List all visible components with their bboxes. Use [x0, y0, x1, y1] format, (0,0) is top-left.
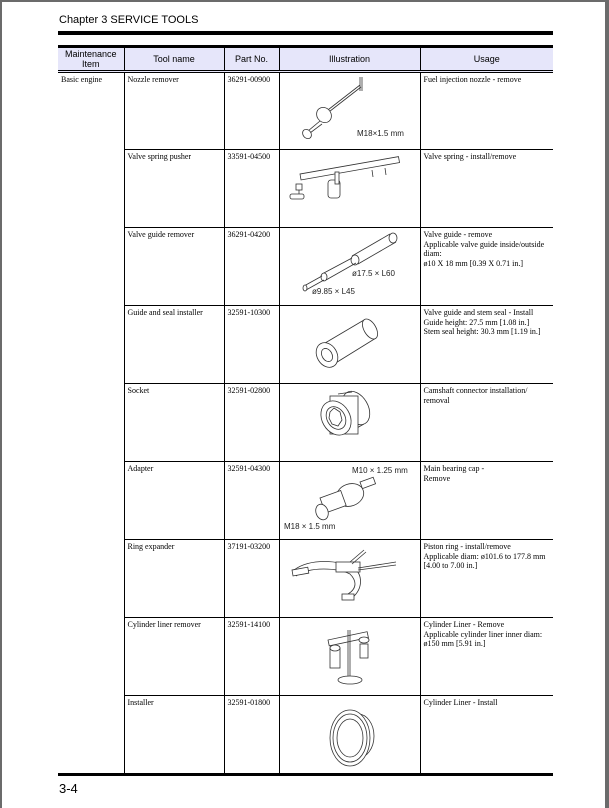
part-no-cell: 32591-10300: [224, 306, 279, 384]
part-no-cell: 32591-01800: [224, 696, 279, 774]
usage-cell: [420, 306, 553, 384]
socket-icon: [280, 384, 421, 461]
valve-spring-pusher-icon: [280, 150, 421, 227]
usage-line: Applicable diam: ø101.6 to 177.8 mm [4.00 to 7.00 in.]: [423, 551, 546, 570]
illustration-cell: [279, 618, 420, 696]
maintenance-item-cell: Basic engine: [58, 72, 124, 774]
table-header-row: [58, 48, 553, 72]
tool-name-cell: Socket: [124, 384, 224, 462]
illustration-cell: [279, 462, 420, 540]
table-row: [58, 306, 553, 384]
usage-line: Valve spring - install/remove: [423, 152, 517, 161]
service-tools-table: [58, 45, 553, 774]
tool-name-cell: Valve guide remover: [124, 228, 224, 306]
illustration-label: M18 × 1.5 mm: [283, 522, 335, 531]
part-no-cell: 36291-04200: [224, 228, 279, 306]
tool-name-cell: Valve spring pusher: [124, 150, 224, 228]
usage-cell: [420, 540, 553, 618]
usage-cell: [420, 72, 553, 150]
table-row: [58, 228, 553, 306]
column-header-usage: Usage: [420, 48, 553, 72]
ring-expander-icon: [280, 540, 421, 617]
usage-line: Valve guide - remove: [423, 230, 493, 239]
table-row: [58, 72, 553, 150]
usage-cell: [420, 618, 553, 696]
adapter-icon: [280, 462, 421, 539]
usage-line: Cylinder Liner - Remove: [423, 620, 505, 629]
column-header-tool-name: Tool name: [124, 48, 224, 72]
valve-guide-remover-icon: [280, 228, 421, 305]
table-row: [58, 462, 553, 540]
illustration-cell: [279, 696, 420, 774]
illustration-label: M18×1.5 mm: [356, 129, 404, 138]
illustration-cell: [279, 72, 420, 150]
illustration-cell: [279, 228, 420, 306]
table-row: [58, 150, 553, 228]
usage-line: Applicable valve guide inside/outside diam:: [423, 239, 545, 258]
table-row: [58, 384, 553, 462]
nozzle-remover-icon: [280, 73, 421, 150]
usage-cell: [420, 462, 553, 540]
installer-icon: [280, 696, 421, 773]
cylinder-liner-remover-icon: [280, 618, 421, 695]
usage-cell: [420, 696, 553, 774]
column-header-part-no: Part No.: [224, 48, 279, 72]
part-no-cell: 32591-14100: [224, 618, 279, 696]
usage-line: Piston ring - install/remove: [423, 542, 511, 551]
chapter-title: Chapter 3 SERVICE TOOLS: [59, 14, 199, 26]
usage-line: Fuel injection nozzle - remove: [423, 75, 522, 84]
part-no-cell: 37191-03200: [224, 540, 279, 618]
illustration-label: M10 × 1.25 mm: [351, 466, 408, 475]
illustration-label: ø9.85 × L45: [311, 287, 355, 296]
usage-line: Guide height: 27.5 mm [1.08 in.]: [423, 317, 530, 327]
table-row: [58, 618, 553, 696]
usage-line: Remove: [423, 473, 451, 483]
usage-line: Valve guide and stem seal - Install: [423, 308, 534, 317]
illustration-cell: [279, 384, 420, 462]
illustration-label: ø17.5 × L60: [351, 269, 395, 278]
usage-line: ø10 X 18 mm [0.39 X 0.71 in.]: [423, 258, 524, 268]
document-page: [2, 2, 605, 808]
table-row: [58, 540, 553, 618]
usage-line: Stem seal height: 30.3 mm [1.19 in.]: [423, 327, 541, 336]
column-header-maintenance-item: Maintenance Item: [58, 48, 124, 72]
usage-line: Applicable cylinder liner inner diam: ø150 mm [5.91 in.]: [423, 629, 543, 648]
usage-cell: [420, 228, 553, 306]
tool-name-cell: Nozzle remover: [124, 72, 224, 150]
table-row: [58, 696, 553, 774]
footer-rule: [58, 773, 553, 776]
usage-line: Cylinder Liner - Install: [423, 698, 498, 707]
tool-name-cell: Guide and seal installer: [124, 306, 224, 384]
part-no-cell: 32591-04300: [224, 462, 279, 540]
illustration-cell: [279, 150, 420, 228]
usage-cell: [420, 150, 553, 228]
illustration-cell: [279, 306, 420, 384]
part-no-cell: 33591-04500: [224, 150, 279, 228]
tool-name-cell: Ring expander: [124, 540, 224, 618]
usage-line: Camshaft connector installation/ removal: [423, 386, 528, 405]
tool-name-cell: Cylinder liner remover: [124, 618, 224, 696]
guide-seal-installer-icon: [280, 306, 421, 383]
usage-line: Main bearing cap -: [423, 464, 485, 473]
usage-cell: [420, 384, 553, 462]
part-no-cell: 36291-00900: [224, 72, 279, 150]
illustration-cell: [279, 540, 420, 618]
header-rule: [58, 31, 553, 35]
part-no-cell: 32591-02800: [224, 384, 279, 462]
tool-name-cell: Installer: [124, 696, 224, 774]
column-header-illustration: Illustration: [279, 48, 420, 72]
tool-name-cell: Adapter: [124, 462, 224, 540]
page-number: 3-4: [59, 781, 78, 796]
